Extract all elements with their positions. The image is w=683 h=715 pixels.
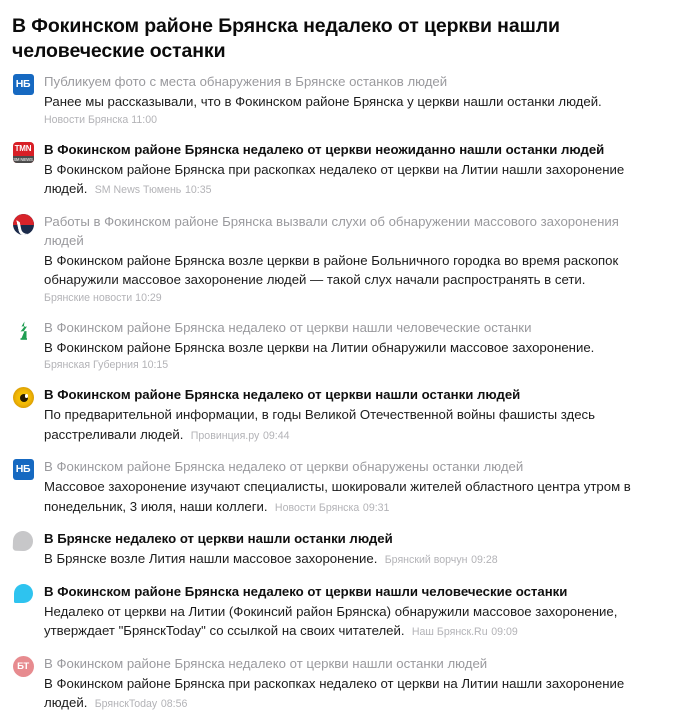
story-source-name[interactable]: Новости Брянска [44,113,129,126]
story-item[interactable] [10,318,655,375]
story-body [44,529,655,571]
blob-avatar-icon [13,531,34,552]
page-title: В Фокинском районе Брянска недалеко от церкви нашли человеческие останки [12,15,560,62]
story-timestamp: 08:56 [160,698,188,710]
story-snippet [44,92,655,112]
story-item[interactable] [10,72,655,129]
story-source-logo [12,140,34,163]
story-snippet-text: Массовое захоронение изучают специалисты, шокировали жителей областного центра утром в понедельник, 3 июля, наши коллеги. [44,479,631,514]
story-snippet-text: В Фокинском районе Брянска при раскопках недалеко от церкви на Литии нашли захоронение людей. [44,675,625,710]
story-timestamp: 09:09 [491,626,518,638]
story-snippet [44,338,655,358]
story-body [44,72,655,129]
story-source-name[interactable]: Провинция.ру [190,429,260,442]
story-snippet-text: В Фокинском районе Брянска при раскопках недалеко от церкви на Литии нашли захоронение людей. [44,161,625,196]
story-snippet-text: В Брянске возле Лития нашли массовое захоронение. [44,551,378,566]
story-source-name[interactable]: БрянскToday [94,698,158,710]
story-body [44,385,655,446]
story-headline-link[interactable]: Публикуем фото с места обнаружения в Брянске останков людей [44,74,448,89]
story-source-name[interactable]: SM News Тюмень [94,184,182,196]
story-body [44,212,655,307]
story-headline-link[interactable]: В Фокинском районе Брянска недалеко от церкви нашли человеческие останки [44,319,532,335]
story-snippet-text: В Фокинском районе Брянска возле церкви в районе Больничного городка во время раскопок обнаружили массовое захоронение людей — такой слух начали распространять в сети. [44,252,619,287]
story-source-line [44,112,655,129]
story-timestamp: 09:44 [263,429,290,442]
story-source-name[interactable]: Брянская Губерния [44,359,139,371]
story-snippet-text: Ранее мы рассказывали, что в Фокинском районе Брянска у церкви нашли останки людей. [44,94,602,109]
story-body [44,582,655,643]
story-snippet [44,160,655,201]
story-source-name[interactable]: Наш Брянск.Ru [411,626,488,638]
story-item[interactable] [10,582,655,643]
story-timestamp: 10:35 [185,184,212,196]
story-headline-link[interactable]: В Фокинском районе Брянска недалеко от церкви нашли останки людей [44,387,521,402]
story-item[interactable] [10,529,655,571]
eye-logo-icon [13,387,34,408]
story-source-logo [12,654,34,677]
story-item[interactable] [10,457,655,518]
story-source-name[interactable]: Брянские новости [44,291,133,304]
story-timestamp: 10:15 [141,359,169,371]
story-snippet [44,549,655,571]
story-body [44,318,655,375]
story-headline-link[interactable]: В Брянске недалеко от церкви нашли останки людей [44,531,393,546]
story-snippet-text: В Фокинском районе Брянска возле церкви на Литии обнаружили массовое захоронение. [44,339,595,355]
swirl-logo-icon [13,214,34,235]
story-snippet [44,405,655,446]
story-list [10,72,655,715]
drop-logo-icon [14,584,33,603]
story-source-line [44,357,655,374]
story-item[interactable] [10,654,655,715]
story-source-logo [12,457,34,480]
story-body [44,457,655,518]
story-headline-link[interactable]: В Фокинском районе Брянска недалеко от церкви нашли человеческие останки [44,583,568,599]
nb-logo-icon: НБ [13,459,34,480]
story-body [44,654,655,715]
story-timestamp: 11:00 [131,113,158,126]
story-source-name[interactable]: Новости Брянска [274,501,360,514]
story-snippet [44,674,655,715]
story-source-line [44,290,655,307]
story-item[interactable] [10,212,655,307]
story-snippet [44,602,655,643]
story-source-logo [12,529,34,551]
story-snippet [44,251,655,290]
story-headline-link[interactable]: В Фокинском районе Брянска недалеко от церкви нашли останки людей [44,655,488,671]
story-source-logo [12,318,34,341]
story-timestamp: 10:29 [135,291,162,304]
story-snippet-text: По предварительной информации, в годы Великой Отечественной войны фашисты здесь расстреливали людей. [44,407,596,442]
green-logo-icon [13,320,34,341]
story-source-logo [12,212,34,235]
story-snippet [44,477,655,518]
story-timestamp: 09:31 [362,501,390,514]
story-item[interactable] [10,140,655,201]
nb-logo-icon: НБ [13,74,34,95]
bt-logo-icon: БТ [13,656,34,677]
story-headline-link[interactable]: В Фокинском районе Брянска недалеко от церкви обнаружены останки людей [44,459,524,474]
story-headline-link[interactable]: В Фокинском районе Брянска недалеко от церкви неожиданно нашли останки людей [44,141,605,157]
story-source-name[interactable]: Брянский ворчун [384,554,468,566]
story-source-logo [12,72,34,95]
story-body [44,140,655,201]
story-item[interactable] [10,385,655,446]
story-source-logo [12,582,34,603]
story-source-logo [12,385,34,408]
tmn-logo-icon: TMN SM NEWS [13,143,33,162]
story-timestamp: 09:28 [471,554,498,566]
story-snippet-text: Недалеко от церкви на Литии (Фокинсий район Брянска) обнаружили массовое захоронение, утверждает "БрянскToday" со ссылкой на своих читателей. [44,603,618,638]
story-headline-link[interactable]: Работы в Фокинском районе Брянска вызвали слухи об обнаружении массового захоронения людей [44,213,619,248]
